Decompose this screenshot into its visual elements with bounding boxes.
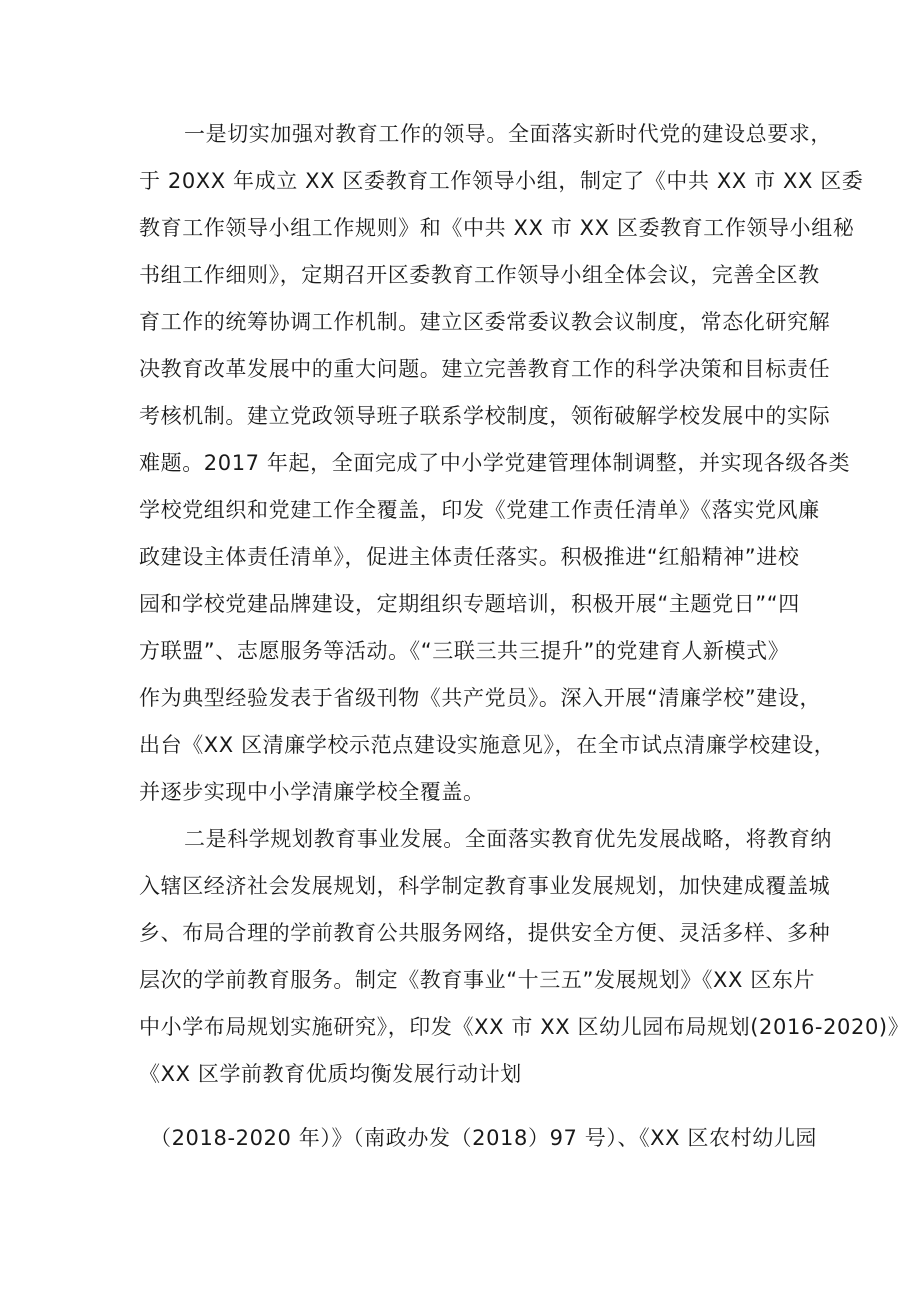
paragraph-2-line-6: 《XX 区学前教育优质均衡发展行动计划: [139, 1062, 522, 1086]
paragraph-1-line-13: 作为典型经验发表于省级刊物《共产党员》。深入开展“清廉学校”建设，: [139, 686, 822, 710]
paragraph-1-line-3: 教育工作领导小组工作规则》和《中共 XX 市 XX 区委教育工作领导小组秘: [139, 216, 855, 240]
paragraph-1-line-6: 决教育改革发展中的重大问题。建立完善教育工作的科学决策和目标责任: [139, 357, 831, 381]
paragraph-2-line-2: 入辖区经济社会发展规划，科学制定教育事业发展规划，加快建成覆盖城: [139, 874, 831, 898]
paragraph-2-line-4: 层次的学前教育服务。制定《教育事业“十三五”发展规划》《XX 区东片: [139, 968, 816, 992]
paragraph-2-line-5: 中小学布局规划实施研究》，印发《XX 市 XX 区幼儿园布局规划(2016-2020)》: [139, 1015, 910, 1039]
paragraph-1-line-1: 一是切实加强对教育工作的领导。全面落实新时代党的建设总要求，: [184, 122, 832, 146]
paragraph-2-line-7: （2018-2020 年）》（南政办发（2018）97 号）、《XX 区农村幼儿园: [150, 1126, 818, 1150]
paragraph-1-line-14: 出台《XX 区清廉学校示范点建设实施意见》，在全市试点清廉学校建设，: [139, 733, 836, 757]
paragraph-2-line-1: 二是科学规划教育事业发展。全面落实教育优先发展战略，将教育纳: [184, 827, 832, 851]
paragraph-1-line-12: 方联盟”、志愿服务等活动。《“三联三共三提升”的党建育人新模式》: [139, 639, 790, 663]
paragraph-1-line-7: 考核机制。建立党政领导班子联系学校制度，领衔破解学校发展中的实际: [139, 404, 831, 428]
paragraph-2-line-3: 乡、布局合理的学前教育公共服务网络，提供安全方便、灵活多样、多种: [139, 921, 831, 945]
paragraph-1-line-15: 并逐步实现中小学清廉学校全覆盖。: [139, 780, 485, 804]
paragraph-1-line-8: 难题。2017 年起，全面完成了中小学党建管理体制调整，并实现各级各类: [139, 451, 851, 475]
paragraph-1-line-4: 书组工作细则》，定期召开区委教育工作领导小组全体会议，完善全区教: [139, 263, 820, 287]
paragraph-1-line-2: 于 20XX 年成立 XX 区委教育工作领导小组，制定了《中共 XX 市 XX 区委: [139, 169, 864, 193]
paragraph-1-line-9: 学校党组织和党建工作全覆盖，印发《党建工作责任清单》《落实党风廉: [139, 498, 820, 522]
paragraph-1-line-10: 政建设主体责任清单》，促进主体责任落实。积极推进“红船精神”进校: [139, 545, 800, 569]
paragraph-1-line-11: 园和学校党建品牌建设，定期组织专题培训，积极开展“主题党日”“四: [139, 592, 800, 616]
paragraph-1-line-5: 育工作的统筹协调工作机制。建立区委常委议教会议制度，常态化研究解: [139, 310, 831, 334]
